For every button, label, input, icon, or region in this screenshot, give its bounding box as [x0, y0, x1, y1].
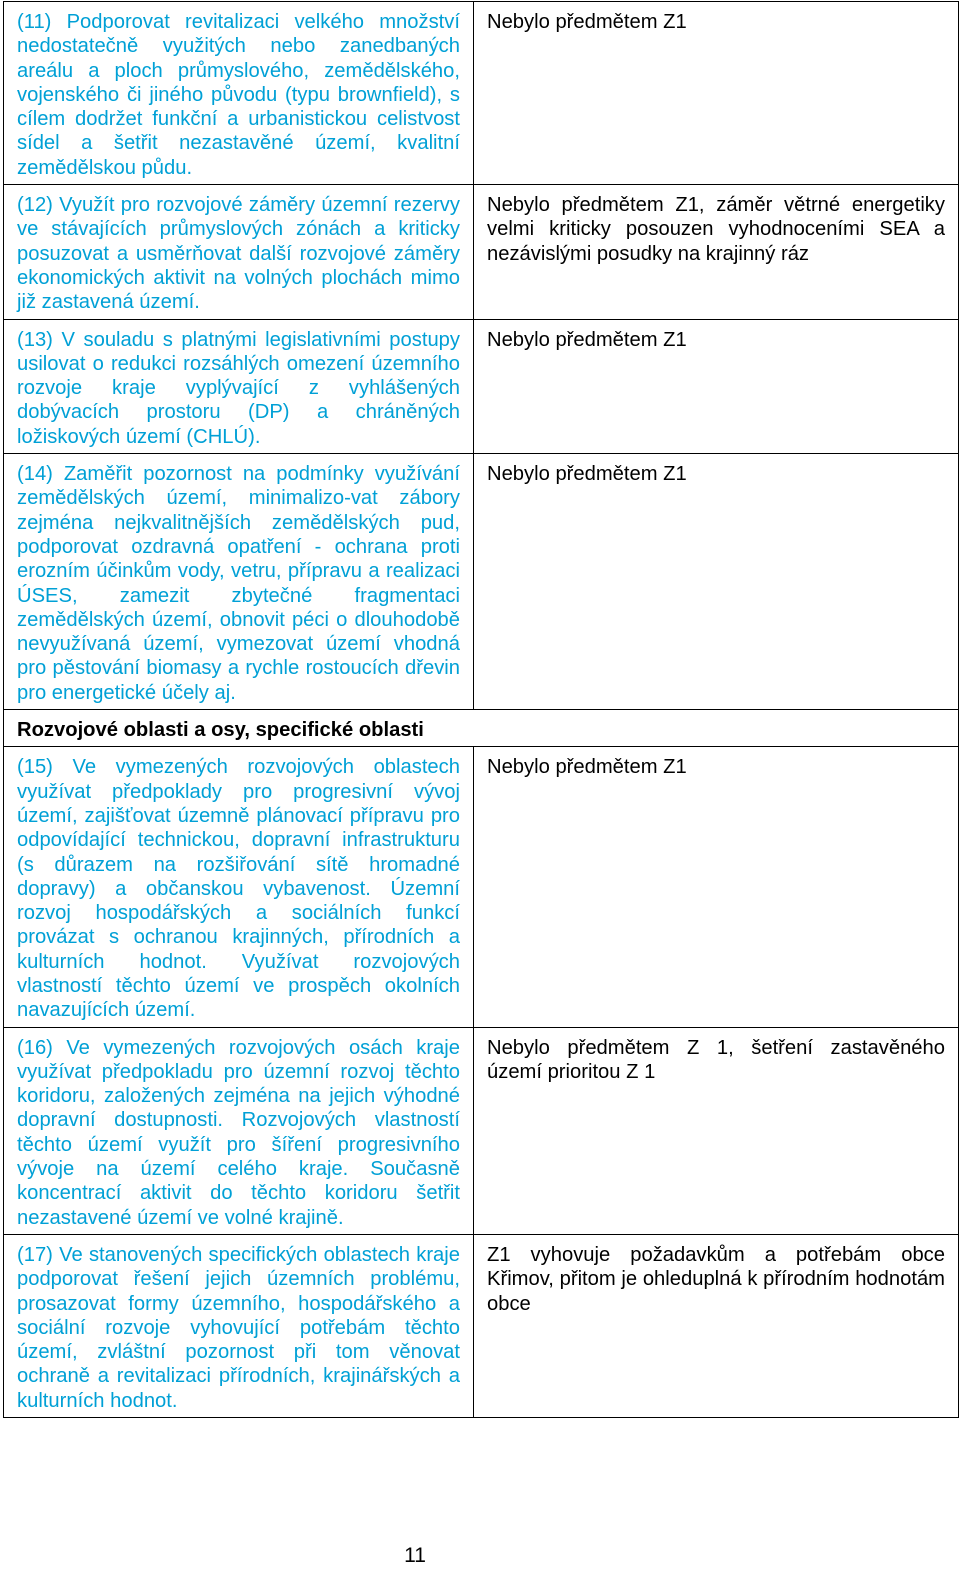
table-row [4, 319, 959, 453]
evaluation-cell: Nebylo předmětem Z1 [474, 454, 959, 710]
table-row [4, 2, 959, 185]
evaluation-cell: Nebylo předmětem Z1 [474, 2, 959, 185]
table-row [4, 1234, 959, 1417]
requirement-cell: (16) Ve vymezených rozvojových osách kraje využívat předpokladu pro územní rozvoj těchto koridoru, založených zejména na jejich výhodné dopravní dostupnosti. Rozvojových vlastností těchto území využít pro šíření progresivního vývoje na území celého kraje. Současně koncentrací aktivit do těchto koridoru šetřit nezastavené území ve volné krajině. [4, 1027, 474, 1234]
section-heading-row [4, 710, 959, 747]
requirement-cell: (17) Ve stanovených specifických oblastech kraje podporovat řešení jejich územních problému, prosazovat formy územního, hospodářského a sociální rozvoje vyhovující potřebám těchto území, zvláštní pozornost při tom věnovat ochraně a revitalizaci přírodních, krajinářských a kulturních hodnot. [4, 1234, 474, 1417]
evaluation-cell: Nebylo předmětem Z 1, šetření zastavěného území prioritou Z 1 [474, 1027, 959, 1234]
evaluation-cell: Z1 vyhovuje požadavkům a potřebám obce Křimov, přitom je ohleduplná k přírodním hodnotám obce [474, 1234, 959, 1417]
requirement-cell: (15) Ve vymezených rozvojových oblastech využívat předpoklady pro progresivní vývoj území, zajišťovat územně plánovací přípravu pro odpovídající technickou, dopravní infrastrukturu (s důrazem na rozšiřování sítě hromadné dopravy) a občanskou vybavenost. Územní rozvoj hospodářských a sociálních funkcí provázat s ochranou krajinných, přírodních a kulturních hodnot. Využívat rozvojových vlastností těchto území ve prospěch okolních navazujících území. [4, 747, 474, 1027]
page-number: 11 [404, 1544, 426, 1567]
requirement-cell: (14) Zaměřit pozornost na podmínky využívání zemědělských území, minimalizo-vat zábory zejména nejkvalitnějších zemědělských pud, podporovat ozdravná opatření - ochrana proti erozním účinkům vody, vetru, přípravu a realizaci ÚSES, zamezit zbytečné fragmentaci zemědělských území, obnovit péci o dlouhodobě nevyužívaná území, vymezovat území vhodná pro pěstování biomasy a rychle rostoucích dřevin pro energetické účely aj. [4, 454, 474, 710]
evaluation-cell: Nebylo předmětem Z1 [474, 747, 959, 1027]
section-heading: Rozvojové oblasti a osy, specifické oblasti [4, 710, 959, 747]
table-row [4, 454, 959, 710]
evaluation-cell: Nebylo předmětem Z1 [474, 319, 959, 453]
evaluation-cell: Nebylo předmětem Z1, záměr větrné energetiky velmi kriticky posouzen vyhodnoceními SEA a nezávislými posudky na krajinný ráz [474, 185, 959, 319]
table-row [4, 1027, 959, 1234]
table-row [4, 185, 959, 319]
requirement-cell: (13) V souladu s platnými legislativními postupy usilovat o redukci rozsáhlých omezení územního rozvoje kraje vyplývající z vyhlášených dobývacích prostoru (DP) a chráněných ložiskových území (CHLÚ). [4, 319, 474, 453]
policy-table [3, 1, 959, 1418]
requirement-cell: (11) Podporovat revitalizaci velkého množství nedostatečně využitých nebo zanedbaných areálu a ploch průmyslového, zemědělského, vojenského či jiného původu (typu brownfield), s cílem dodržet funkční a urbanistickou celistvost sídel a šetřit nezastavěné území, kvalitní zemědělskou půdu. [4, 2, 474, 185]
requirement-cell: (12) Využít pro rozvojové záměry územní rezervy ve stávajících průmyslových zónách a kriticky posuzovat a usměrňovat další rozvojové záměry ekonomických aktivit na volných plochách mimo již zastavená území. [4, 185, 474, 319]
table-row [4, 747, 959, 1027]
